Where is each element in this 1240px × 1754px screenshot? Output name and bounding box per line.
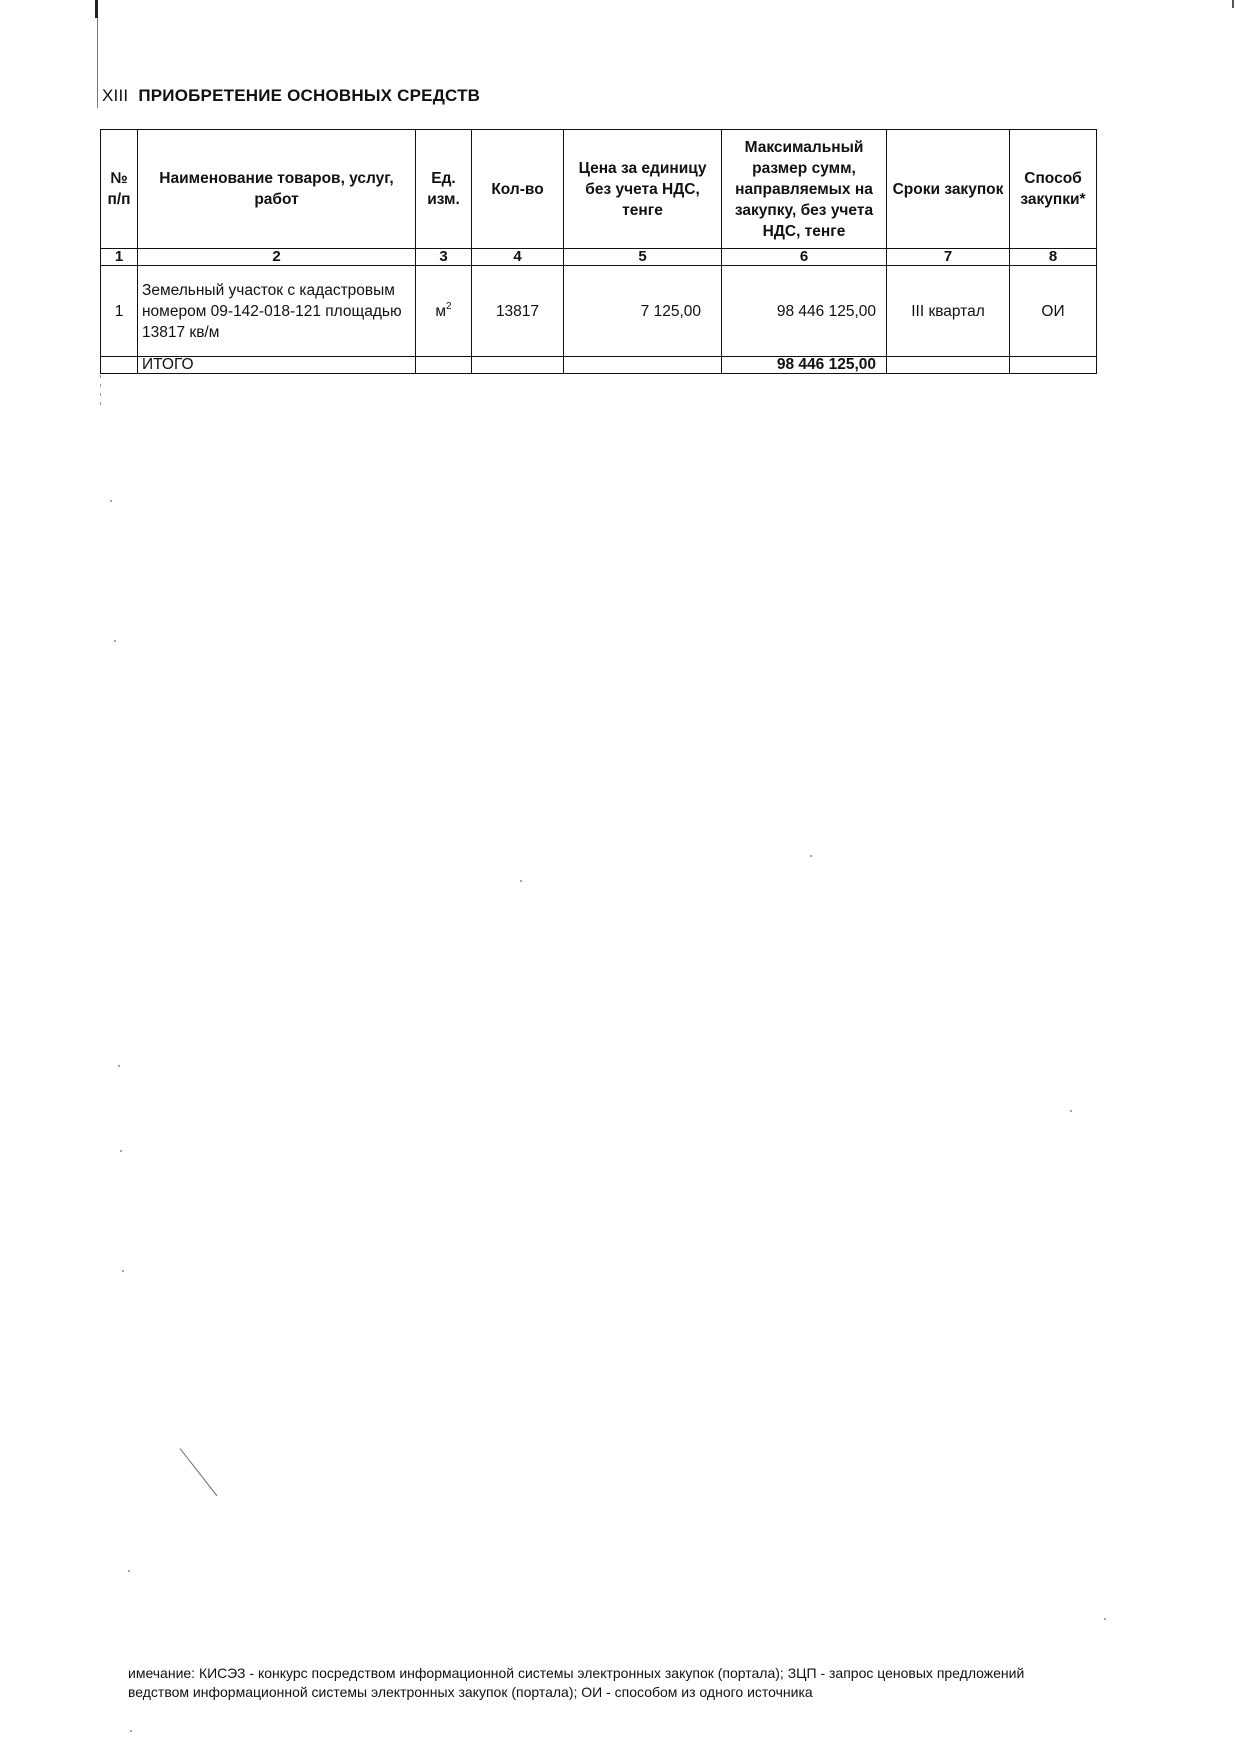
header-cell: Наименование товаров, услуг, работ [138, 130, 416, 249]
header-cell: № п/п [101, 130, 138, 249]
column-number-cell: 1 [101, 249, 138, 266]
total-sum-cell: 98 446 125,00 [722, 357, 887, 374]
header-cell: Максимальный размер сумм, направляемых на закупку, без учета НДС, тенге [722, 130, 887, 249]
scan-edge-artifact [97, 18, 98, 108]
header-cell: Сроки закупок [887, 130, 1010, 249]
scan-dot [122, 1270, 124, 1272]
header-cell: Ед. изм. [416, 130, 472, 249]
scan-dot [520, 880, 522, 882]
header-cell: Способ закупки* [1010, 130, 1097, 249]
total-label-cell: ИТОГО [138, 357, 416, 374]
scan-dot [130, 1730, 132, 1732]
section-number: XIII [102, 86, 129, 105]
quantity-cell: 13817 [472, 266, 564, 357]
unit-text: м [435, 302, 447, 320]
column-number-cell: 3 [416, 249, 472, 266]
scan-edge-artifact [1232, 0, 1234, 8]
footnote-line: имечание: КИСЭЗ - конкурс посредством информационной системы электронных закупок (портала); ЗЦП - запрос ценовых предложений [128, 1665, 1025, 1681]
footnote-line: ведством информационной системы электронных закупок (портала); ОИ - способом из одного источника [128, 1684, 813, 1700]
scan-dot [110, 500, 112, 502]
scan-dot [810, 855, 812, 857]
column-number-cell: 7 [887, 249, 1010, 266]
footnote [128, 1664, 1128, 1702]
empty-cell [564, 357, 722, 374]
column-number-cell: 4 [472, 249, 564, 266]
method-cell: ОИ [1010, 266, 1097, 357]
scan-dot [1070, 1110, 1072, 1112]
max-sum-cell: 98 446 125,00 [722, 266, 887, 357]
scan-dot [1104, 1618, 1106, 1620]
column-number-cell: 8 [1010, 249, 1097, 266]
table-row [101, 266, 1097, 357]
empty-cell [101, 357, 138, 374]
scan-dot [114, 640, 116, 642]
row-number-cell: 1 [101, 266, 138, 357]
unit-price-cell: 7 125,00 [564, 266, 722, 357]
column-number-cell: 2 [138, 249, 416, 266]
header-cell: Кол-во [472, 130, 564, 249]
empty-cell [416, 357, 472, 374]
scan-dot [120, 1150, 122, 1152]
column-number-row [101, 249, 1097, 266]
unit-cell [416, 266, 472, 357]
section-title [102, 86, 480, 106]
header-cell: Цена за единицу без учета НДС, тенге [564, 130, 722, 249]
column-number-cell: 6 [722, 249, 887, 266]
scan-mark-artifact [180, 1448, 218, 1496]
empty-cell [887, 357, 1010, 374]
scan-edge-artifact [95, 0, 98, 18]
item-name-cell: Земельный участок с кадастровым номером 09-142-018-121 площадью 13817 кв/м [138, 266, 416, 357]
table-header-row [101, 130, 1097, 249]
period-cell: III квартал [887, 266, 1010, 357]
procurement-table [100, 129, 1097, 374]
empty-cell [1010, 357, 1097, 374]
scan-dot [128, 1570, 130, 1572]
scan-dot [118, 1065, 120, 1067]
column-number-cell: 5 [564, 249, 722, 266]
total-row [101, 357, 1097, 374]
section-title-text: ПРИОБРЕТЕНИЕ ОСНОВНЫХ СРЕДСТВ [138, 86, 481, 105]
empty-cell [472, 357, 564, 374]
unit-superscript: 2 [446, 300, 452, 312]
